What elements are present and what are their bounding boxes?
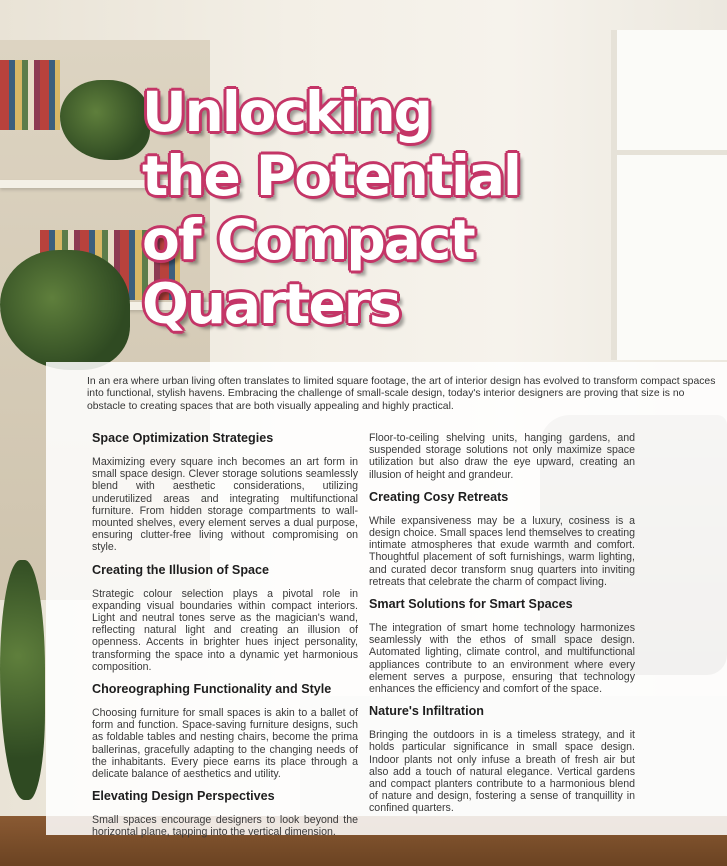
left-column [92, 431, 358, 848]
section-heading: Elevating Design Perspectives [92, 789, 275, 804]
section-heading: Nature's Infiltration [369, 704, 484, 719]
section-body: Maximizing every square inch becomes an art form in small space design. Clever storage solutions seamlessly blend with aesthetic considerations, utilizing underutilized areas and integrating multifunctional furniture. From hidden storage compartments to wall-mounted shelves, every element serves a dual purpose, ensuring clutter-free living without compromising on style. [92, 456, 358, 554]
title-line: Quarters [142, 272, 400, 336]
section-body: Strategic colour selection plays a pivotal role in expanding visual boundaries within compact interiors. Light and neutral tones serve as the magician's wand, reflecting natural light and creating an illusion of openness. Accents in brighter hues inject personality, transforming the space into a dynamic yet harmonious composition. [92, 587, 358, 673]
intro-paragraph: In an era where urban living often translates to limited square footage, the art of interior design has evolved to transform compact spaces into functional, stylish havens. Embracing the challenge of small-scale design, today's interior designers are proving that size is no obstacle to creating spaces that are both visually appealing and highly practical. [87, 376, 716, 412]
section-heading: Smart Solutions for Smart Spaces [369, 597, 573, 612]
section-body: Small spaces encourage designers to look beyond the horizontal plane, tapping into the vertical dimension. [92, 814, 358, 839]
section-heading: Creating the Illusion of Space [92, 562, 270, 577]
page-title [142, 80, 520, 336]
window [611, 30, 727, 360]
section-heading: Space Optimization Strategies [92, 431, 274, 445]
right-column [369, 432, 635, 824]
plant [0, 560, 45, 800]
section-heading: Choreographing Functionality and Style [92, 682, 332, 697]
section-body: Choosing furniture for small spaces is akin to a ballet of form and function. Space-saving furniture designs, such as foldable tables and nesting chairs, become the prima ballerinas, gracefully adapting to the changing needs of the inhabitants. Every piece earns its place through a delicate balance of aesthetics and utility. [92, 707, 358, 781]
section-body: The integration of smart home technology harmonizes seamlessly with the ethos of small space design. Automated lighting, climate control, and multifunctional appliances contribute to an environment where every element serves a purpose, ensuring that technology enhances the efficiency and comfort of the space. [369, 622, 635, 696]
section-body: While expansiveness may be a luxury, cosiness is a design choice. Small spaces lend themselves to creating intimate atmospheres that exude warmth and comfort. Thoughtful placement of soft furnishings, warm lighting, and curated decor transform snug quarters into inviting retreats that celebrate the charm of compact living. [369, 514, 635, 588]
title-line: of Compact [142, 208, 474, 272]
title-line: Unlocking [142, 80, 432, 144]
books [0, 60, 60, 130]
section-body-continued: Floor-to-ceiling shelving units, hanging gardens, and suspended storage solutions not only maximize space utilization but also draw the eye upward, creating an illusion of height and grandeur. [369, 432, 635, 481]
section-heading: Creating Cosy Retreats [369, 489, 509, 504]
section-body: Bringing the outdoors in is a timeless strategy, and it holds particular significance in small space design. Indoor plants not only infuse a breath of fresh air but also add a touch of natural elegance. Vertical gardens and compact planters contribute to a harmonious blend of nature and design, fostering a sense of tranquillity in confined quarters. [369, 729, 635, 815]
title-line: the Potential [142, 144, 520, 208]
